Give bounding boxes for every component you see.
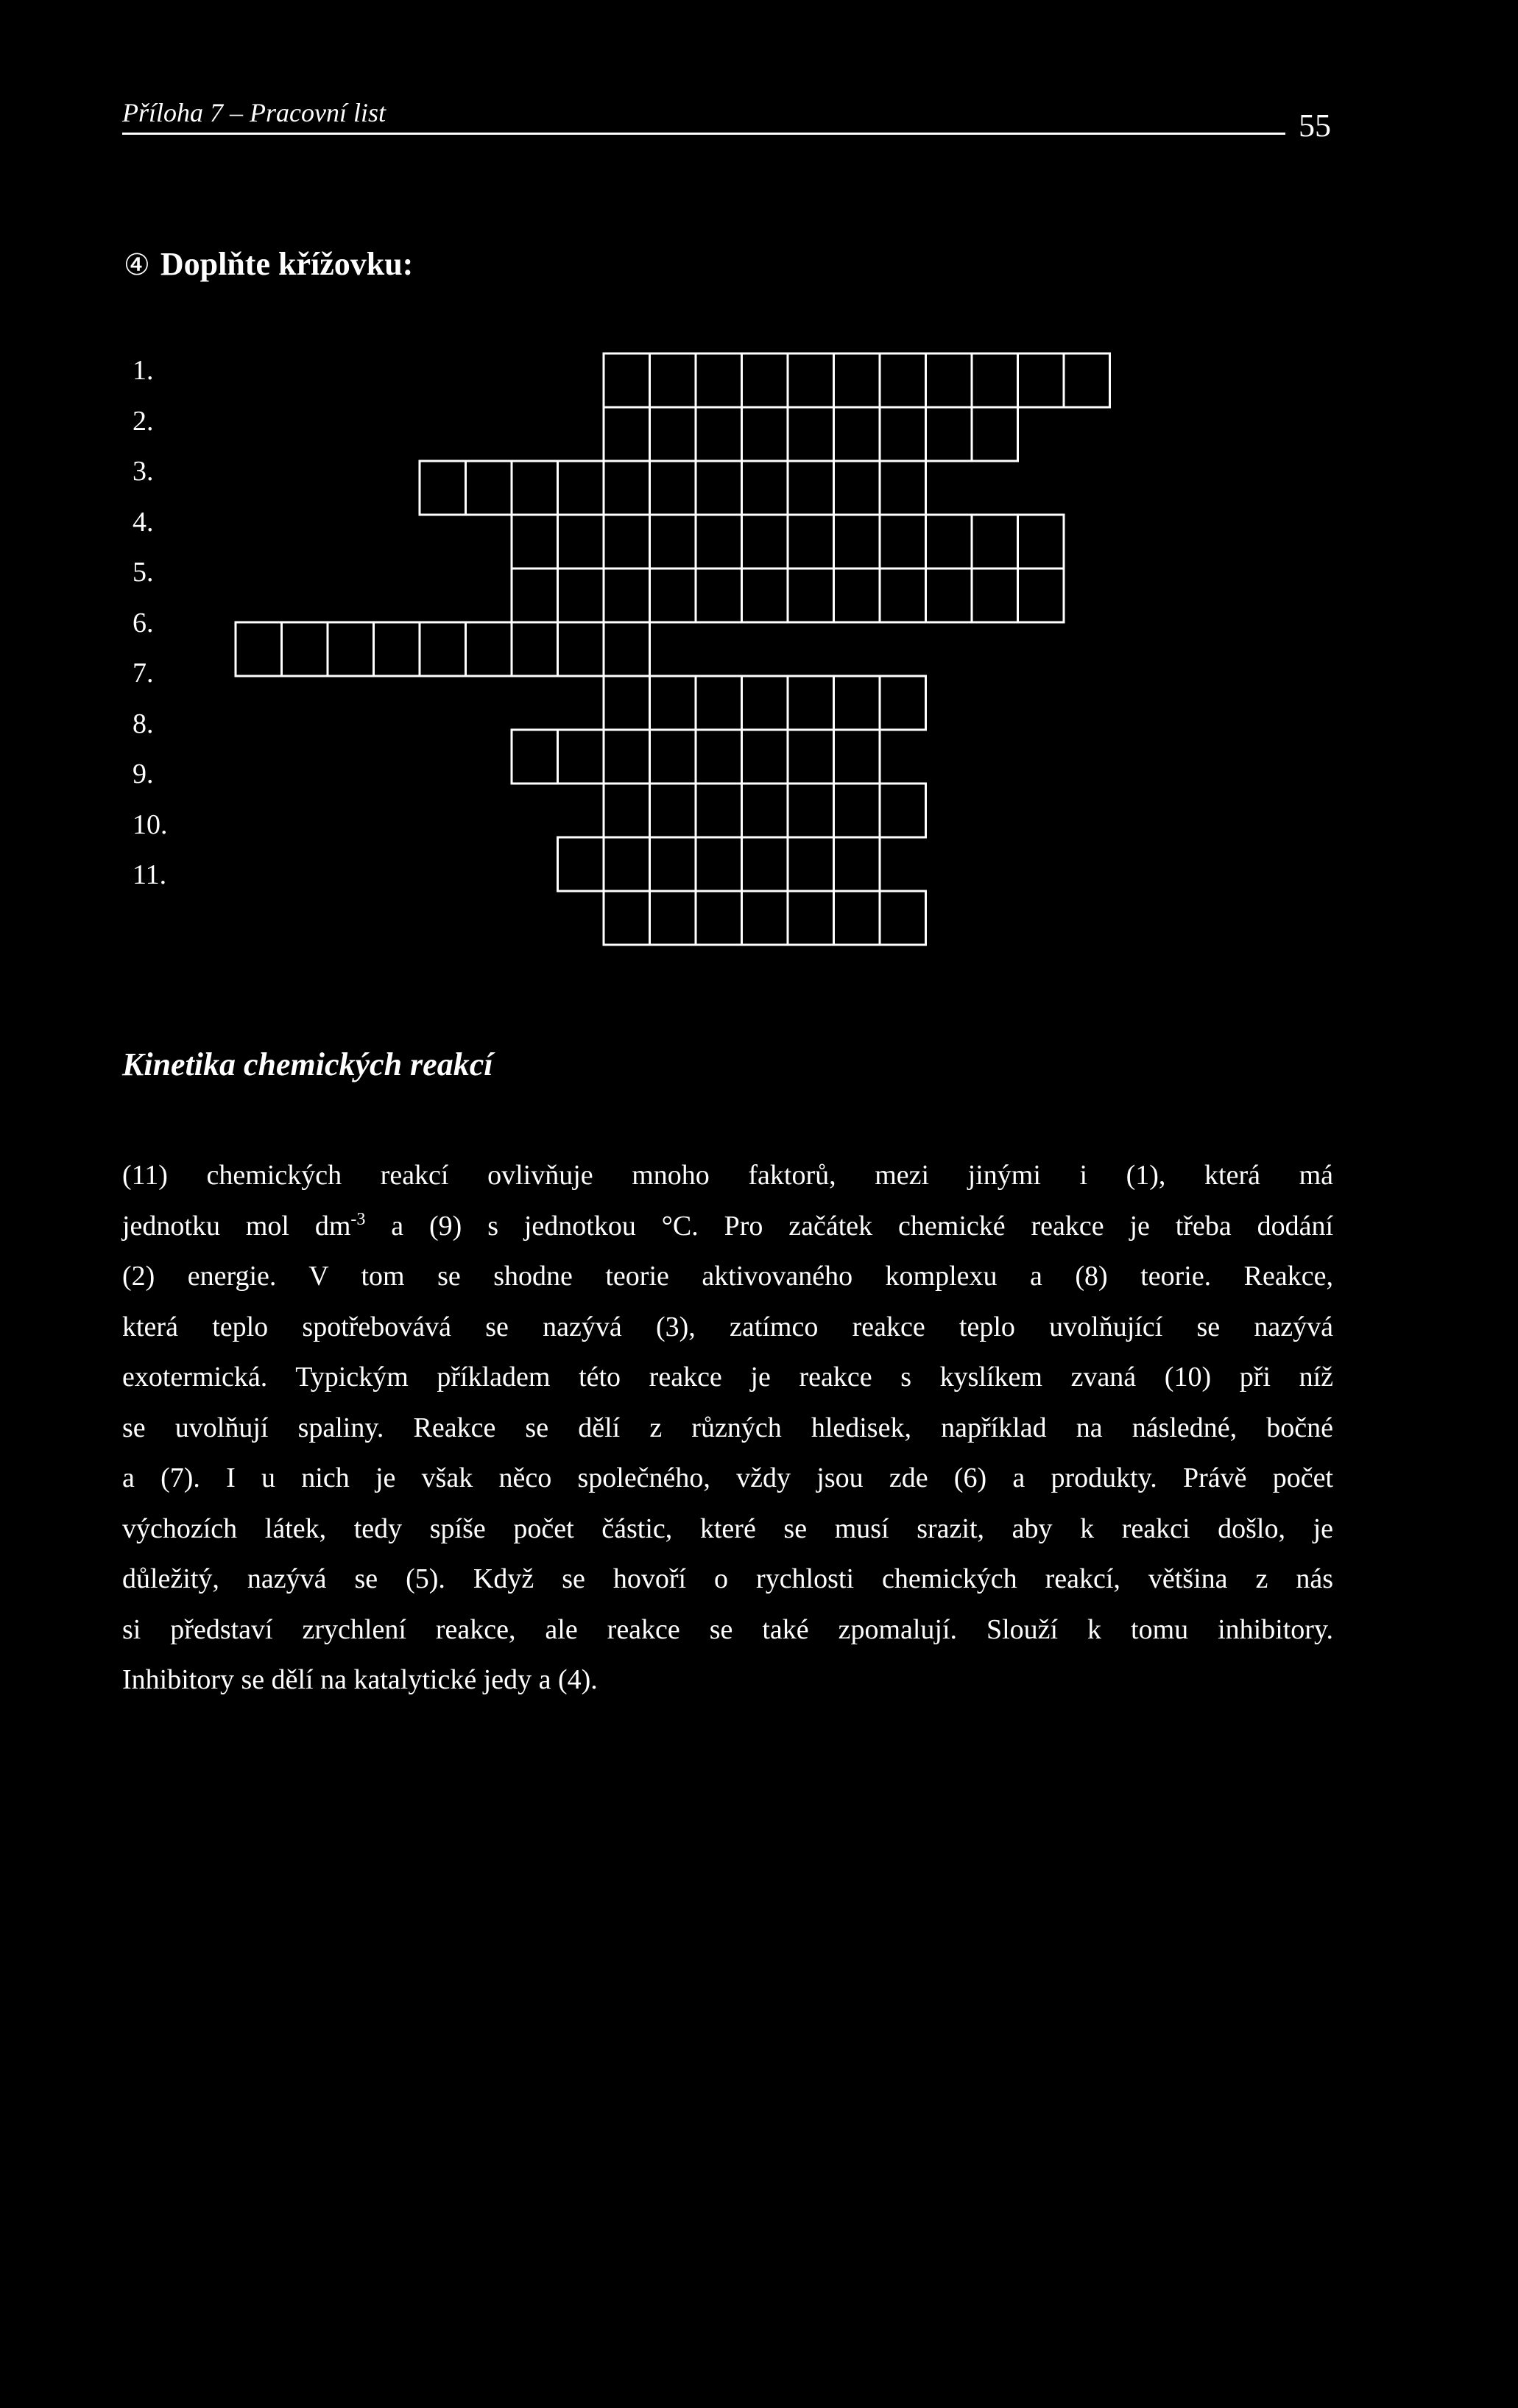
row-number: 8.: [133, 708, 154, 739]
solution-cell[interactable]: [604, 837, 650, 891]
crossword-cell[interactable]: [512, 730, 558, 784]
row-number: 3.: [133, 456, 154, 487]
row-number: 5.: [133, 557, 154, 588]
crossword-cell[interactable]: [328, 622, 374, 676]
header-title: Příloha 7 – Pracovní list: [122, 98, 386, 127]
section-title: Kinetika chemických reakcí: [122, 1046, 493, 1082]
crossword-cell[interactable]: [742, 515, 788, 568]
crossword-cell[interactable]: [788, 784, 834, 837]
crossword-cell[interactable]: [972, 407, 1018, 461]
crossword-cell[interactable]: [696, 568, 742, 622]
crossword-cell[interactable]: [650, 515, 696, 568]
crossword-cell[interactable]: [926, 568, 972, 622]
crossword-cell[interactable]: [742, 784, 788, 837]
crossword-cell[interactable]: [282, 622, 328, 676]
row-number: 7.: [133, 658, 154, 689]
crossword-cell[interactable]: [834, 837, 880, 891]
crossword-cell[interactable]: [834, 891, 880, 945]
crossword-cell[interactable]: [834, 407, 880, 461]
crossword-cell[interactable]: [742, 730, 788, 784]
crossword-cell[interactable]: [742, 568, 788, 622]
crossword-cell[interactable]: [972, 515, 1018, 568]
crossword-cell[interactable]: [1064, 353, 1110, 407]
crossword-cell[interactable]: [834, 676, 880, 730]
crossword-cell[interactable]: [696, 407, 742, 461]
paragraph-line: (11) chemických reakcí ovlivňuje mnoho faktorů, mezi jinými i (1), která má: [122, 1160, 1333, 1191]
crossword-cell[interactable]: [834, 784, 880, 837]
paragraph-line: Inhibitory se dělí na katalytické jedy a (4).: [122, 1664, 598, 1695]
crossword-cell[interactable]: [788, 407, 834, 461]
crossword-cell[interactable]: [834, 353, 880, 407]
row-number: 1.: [133, 355, 154, 386]
crossword-cell[interactable]: [834, 461, 880, 515]
crossword-cell[interactable]: [512, 461, 558, 515]
crossword-cell[interactable]: [558, 515, 604, 568]
solution-cell[interactable]: [604, 676, 650, 730]
crossword-cell[interactable]: [1018, 515, 1065, 568]
crossword-cell[interactable]: [788, 891, 834, 945]
paragraph-line: exotermická. Typickým příkladem této reakce je reakce s kyslíkem zvaná (10) při níž: [122, 1362, 1333, 1393]
crossword-cell[interactable]: [236, 622, 282, 676]
crossword-cell[interactable]: [696, 784, 742, 837]
crossword-cell[interactable]: [696, 515, 742, 568]
solution-cell[interactable]: [604, 515, 650, 568]
crossword-cell[interactable]: [512, 622, 558, 676]
crossword-cell[interactable]: [650, 676, 696, 730]
paragraph-line: se uvolňují spaliny. Reakce se dělí z různých hledisek, například na následné, bočné: [122, 1412, 1333, 1443]
crossword-cell[interactable]: [374, 622, 420, 676]
crossword-cell[interactable]: [650, 461, 696, 515]
crossword-cell[interactable]: [650, 730, 696, 784]
crossword-cell[interactable]: [742, 891, 788, 945]
solution-cell[interactable]: [604, 353, 650, 407]
paragraph-line: a (7). I u nich je však něco společného, vždy jsou zde (6) a produkty. Právě počet: [122, 1462, 1333, 1493]
crossword-cell[interactable]: [742, 837, 788, 891]
crossword-cell[interactable]: [972, 353, 1018, 407]
paragraph-line: která teplo spotřebovává se nazývá (3), zatímco reakce teplo uvolňující se nazývá: [122, 1311, 1333, 1342]
crossword-cell[interactable]: [880, 461, 926, 515]
exercise-paragraph: [122, 1150, 1333, 1705]
crossword-cell[interactable]: [834, 515, 880, 568]
crossword-cell[interactable]: [880, 568, 926, 622]
crossword-cell[interactable]: [466, 622, 512, 676]
crossword-cell[interactable]: [650, 407, 696, 461]
crossword-cell[interactable]: [696, 837, 742, 891]
crossword-cell[interactable]: [926, 515, 972, 568]
crossword-cell[interactable]: [880, 891, 926, 945]
crossword-cell[interactable]: [788, 568, 834, 622]
crossword-cell[interactable]: [788, 730, 834, 784]
crossword-cell[interactable]: [696, 353, 742, 407]
crossword-cell[interactable]: [696, 891, 742, 945]
crossword-cell[interactable]: [696, 676, 742, 730]
crossword-cell[interactable]: [650, 784, 696, 837]
crossword-cell[interactable]: [1018, 353, 1065, 407]
crossword-cell[interactable]: [926, 407, 972, 461]
crossword-cell[interactable]: [880, 407, 926, 461]
crossword-cell[interactable]: [558, 461, 604, 515]
solution-cell[interactable]: [604, 407, 650, 461]
crossword-cell[interactable]: [742, 676, 788, 730]
crossword-cell[interactable]: [788, 461, 834, 515]
paragraph-line: si představí zrychlení reakce, ale reakce se také zpomalují. Slouží k tomu inhibitory.: [122, 1613, 1333, 1645]
crossword-cell[interactable]: [650, 568, 696, 622]
solution-cell[interactable]: [604, 568, 650, 622]
crossword-cell[interactable]: [558, 837, 604, 891]
solution-cell[interactable]: [604, 891, 650, 945]
solution-cell[interactable]: [604, 784, 650, 837]
crossword-cell[interactable]: [696, 461, 742, 515]
crossword-cell[interactable]: [834, 730, 880, 784]
crossword-cell[interactable]: [926, 353, 972, 407]
solution-cell[interactable]: [604, 622, 650, 676]
superscript: -3: [350, 1209, 366, 1229]
crossword-cell[interactable]: [558, 568, 604, 622]
solution-cell[interactable]: [604, 730, 650, 784]
row-number: 10.: [133, 809, 168, 840]
crossword-cell[interactable]: [972, 568, 1018, 622]
crossword-cell[interactable]: [742, 461, 788, 515]
crossword-cell[interactable]: [558, 622, 604, 676]
crossword-cell[interactable]: [788, 515, 834, 568]
crossword-cell[interactable]: [420, 622, 466, 676]
row-number: 9.: [133, 758, 154, 789]
crossword-cell[interactable]: [650, 891, 696, 945]
paragraph-line: jednotku mol $dm^{-3}$ a (9) s jednotkou °C. Pro začátek chemické reakce je třeba dodání: [122, 1209, 1334, 1242]
row-number: 2.: [133, 405, 154, 437]
crossword-cell[interactable]: [466, 461, 512, 515]
crossword-cell[interactable]: [742, 407, 788, 461]
page-number: 55: [1299, 108, 1331, 144]
crossword-cell[interactable]: [420, 461, 466, 515]
crossword-cell[interactable]: [880, 676, 926, 730]
crossword-cell[interactable]: [650, 353, 696, 407]
paragraph-line: (2) energie. V tom se shodne teorie aktivovaného komplexu a (8) teorie. Reakce,: [122, 1261, 1333, 1292]
circled-four-icon: ④: [124, 248, 150, 282]
row-number: 6.: [133, 607, 154, 638]
paragraph-line: výchozích látek, tedy spíše počet částic, které se musí srazit, aby k reakci došlo, je: [122, 1513, 1333, 1544]
task-title-text: Doplňte křížovku:: [160, 246, 414, 282]
row-number: 11.: [133, 859, 167, 890]
crossword-cell[interactable]: [512, 568, 558, 622]
crossword-cell[interactable]: [880, 515, 926, 568]
solution-cell[interactable]: [604, 461, 650, 515]
crossword-cell[interactable]: [788, 676, 834, 730]
crossword-cell[interactable]: [880, 353, 926, 407]
paragraph-line: důležitý, nazývá se (5). Když se hovoří o rychlosti chemických reakcí, většina z nás: [122, 1563, 1333, 1594]
crossword-cell[interactable]: [788, 353, 834, 407]
crossword-cell[interactable]: [788, 837, 834, 891]
crossword-cell[interactable]: [834, 568, 880, 622]
crossword-cell[interactable]: [696, 730, 742, 784]
crossword-grid: [0, 0, 1518, 1031]
crossword-cell[interactable]: [650, 837, 696, 891]
crossword-cell[interactable]: [742, 353, 788, 407]
crossword-cell[interactable]: [558, 730, 604, 784]
crossword-cell[interactable]: [880, 784, 926, 837]
crossword-cell[interactable]: [1018, 568, 1065, 622]
crossword-cell[interactable]: [512, 515, 558, 568]
row-number: 4.: [133, 506, 154, 538]
